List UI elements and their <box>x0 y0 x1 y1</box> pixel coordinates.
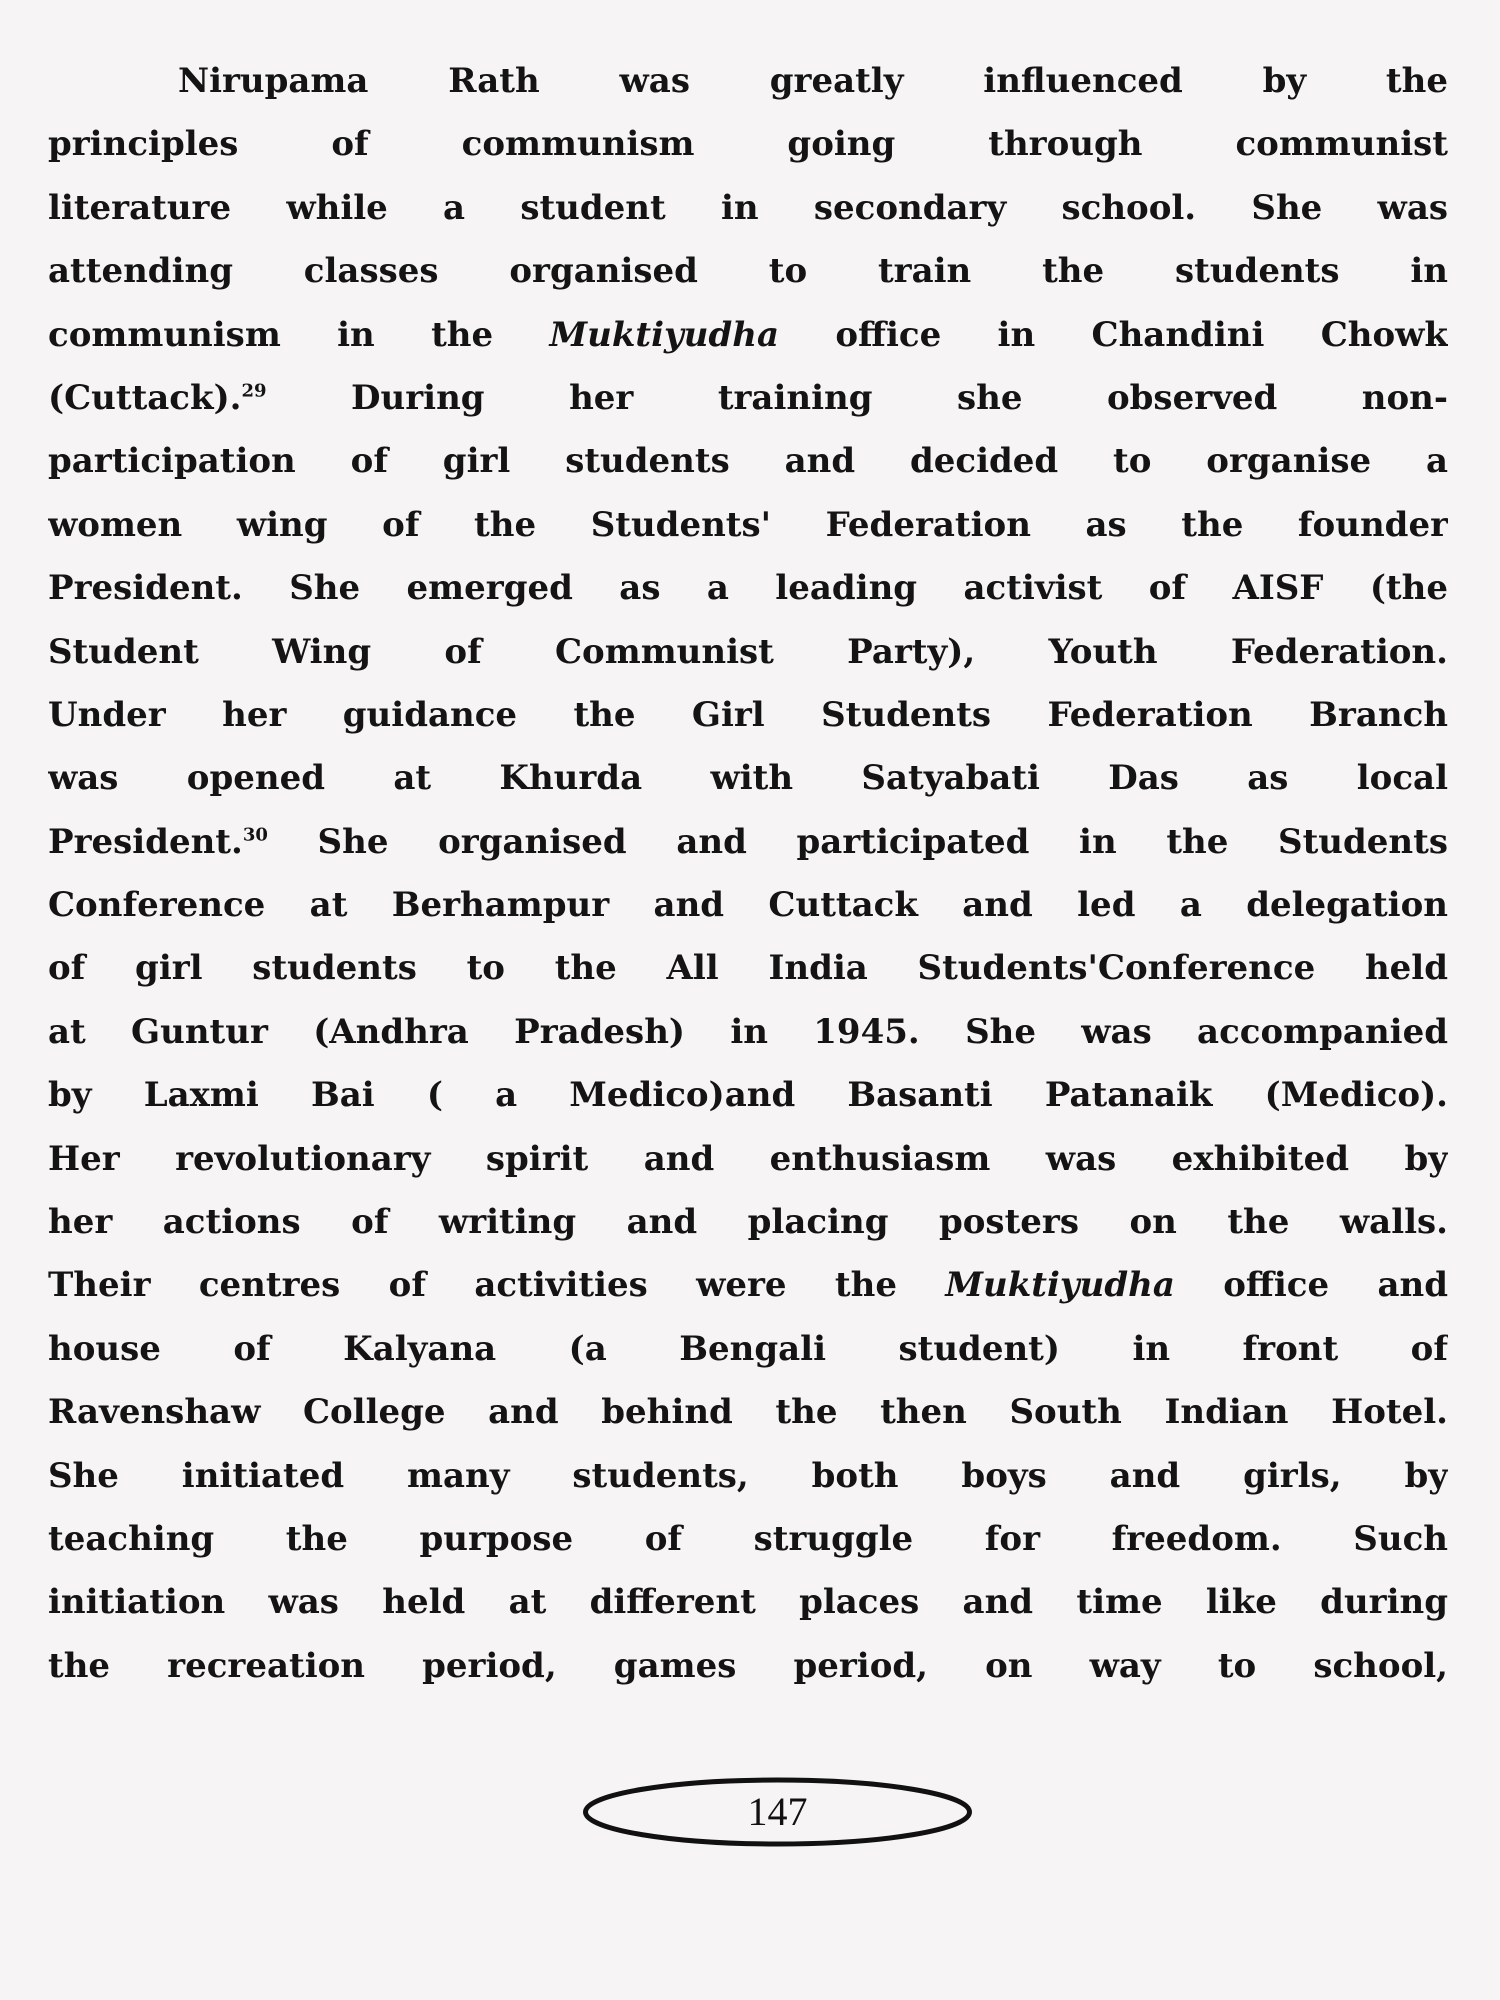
text-line <box>48 874 1448 937</box>
text-line <box>48 494 1448 557</box>
text-line <box>48 240 1448 303</box>
text-segment: of girl students to the All India Students'Conference held <box>48 948 1448 989</box>
page-number: 147 <box>747 1789 808 1834</box>
footnote-ref: 29 <box>241 380 267 402</box>
text-segment: office in Chandini Chowk <box>779 314 1448 355</box>
text-line <box>48 621 1448 684</box>
text-segment: During her training she observed non- <box>266 377 1448 418</box>
text-segment: President. She emerged as a leading activist of AISF (the <box>48 568 1448 609</box>
text-line <box>48 1381 1448 1444</box>
text-line <box>48 113 1448 176</box>
body-paragraph <box>48 50 1448 1698</box>
text-segment: (Cuttack). <box>48 377 242 418</box>
text-segment: Ravenshaw College and behind the then South Indian Hotel. <box>48 1392 1448 1433</box>
text-segment: house of Kalyana (a Bengali student) in front of <box>48 1328 1448 1369</box>
text-segment: attending classes organised to train the students in <box>48 251 1448 292</box>
text-line <box>48 1508 1448 1571</box>
text-line <box>48 1064 1448 1127</box>
text-segment: the recreation period, games period, on way to school, <box>48 1645 1448 1686</box>
text-line <box>48 1318 1448 1381</box>
italic-term: Muktiyudha <box>945 1265 1175 1306</box>
text-line <box>48 937 1448 1000</box>
text-segment: participation of girl students and decided to organise a <box>48 441 1448 482</box>
text-line <box>48 1445 1448 1508</box>
text-line <box>48 747 1448 810</box>
text-segment: initiation was held at different places and time like during <box>48 1582 1448 1623</box>
text-segment: Her revolutionary spirit and enthusiasm was exhibited by <box>48 1138 1448 1179</box>
text-line <box>48 1571 1448 1634</box>
text-segment: President. <box>48 821 243 862</box>
text-segment: literature while a student in secondary school. She was <box>48 187 1448 228</box>
text-segment: teaching the purpose of struggle for freedom. Such <box>48 1518 1448 1559</box>
text-line <box>48 177 1448 240</box>
text-segment: office and <box>1174 1265 1448 1306</box>
text-line <box>48 367 1448 430</box>
text-segment: Nirupama Rath was greatly influenced by the <box>178 61 1448 101</box>
text-segment: at Guntur (Andhra Pradesh) in 1945. She was accompanied <box>48 1011 1448 1052</box>
text-segment: women wing of the Students' Federation as the founder <box>48 504 1448 545</box>
italic-term: Muktiyudha <box>549 314 780 355</box>
text-line <box>48 1001 1448 1064</box>
page-number-badge <box>580 1775 975 1849</box>
text-segment: She organised and participated in the Students <box>267 821 1448 862</box>
footnote-ref: 30 <box>242 824 268 846</box>
text-segment: principles of communism going through communist <box>48 124 1448 165</box>
text-line <box>48 1191 1448 1254</box>
text-line <box>48 1635 1448 1698</box>
text-line <box>48 684 1448 747</box>
text-segment: communism in the <box>48 314 550 355</box>
text-line <box>48 1128 1448 1191</box>
text-segment: Under her guidance the Girl Students Federation Branch <box>48 694 1448 735</box>
text-segment: was opened at Khurda with Satyabati Das as local <box>48 758 1448 799</box>
text-segment: her actions of writing and placing posters on the walls. <box>48 1202 1448 1243</box>
text-line <box>48 304 1448 367</box>
text-line <box>48 1254 1448 1317</box>
text-segment: by Laxmi Bai ( a Medico)and Basanti Patanaik (Medico). <box>48 1075 1448 1116</box>
text-segment: Conference at Berhampur and Cuttack and led a delegation <box>48 885 1448 926</box>
text-segment: She initiated many students, both boys and girls, by <box>48 1455 1448 1496</box>
text-segment: Their centres of activities were the <box>48 1265 946 1306</box>
text-line <box>48 557 1448 620</box>
text-segment: Student Wing of Communist Party), Youth Federation. <box>48 631 1448 672</box>
text-line <box>48 430 1448 493</box>
text-line <box>48 811 1448 874</box>
text-line <box>48 50 1448 113</box>
